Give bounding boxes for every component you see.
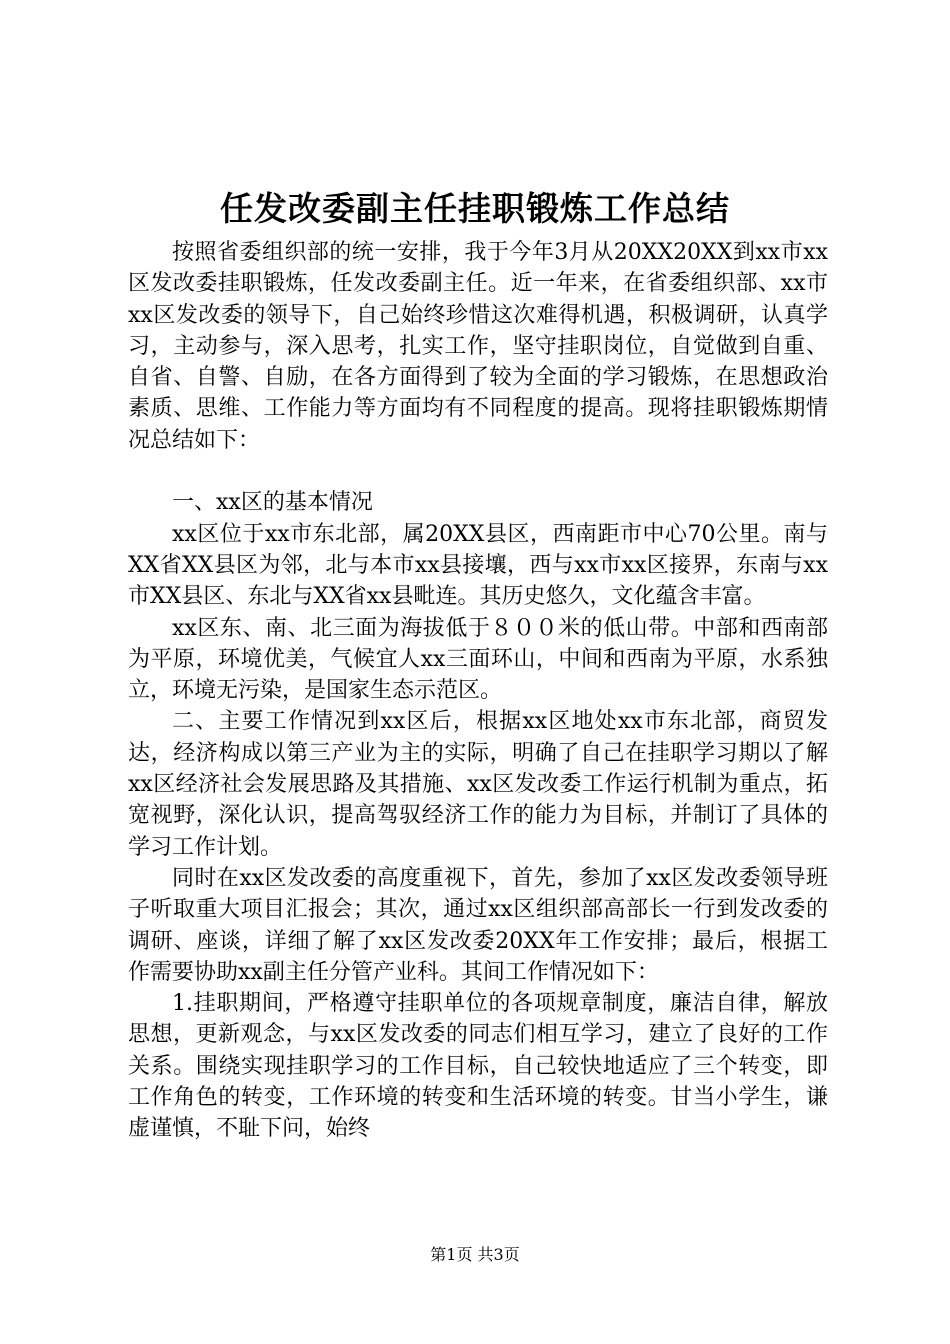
paragraph-main-work: 二、主要工作情况到xx区后，根据xx区地处xx市东北部，商贸发达，经济构成以第三产业为主的实际，明确了自己在挂职学习期以了解xx区经济社会发展思路及其措施、xx区发改委工作运行机制为重点，拓宽视野，深化认识，提高驾驭经济工作的能力为目标，并制订了具体的学习工作计划。 [128,709,828,860]
page-footer: 第1页 共3页 [430,1245,520,1264]
paragraph-location: xx区位于xx市东北部，属20XX县区，西南距市中心70公里。南与XX省XX县区为邻，北与本市xx县接壤，西与xx市xx区接界，东南与xx市XX县区、东北与XX省xx县毗连。其历史悠久，文化蕴含丰富。 [128,521,828,610]
paragraph-item-1: 1.挂职期间，严格遵守挂职单位的各项规章制度，廉洁自律，解放思想，更新观念，与xx区发改委的同志们相互学习，建立了良好的工作关系。围绕实现挂职学习的工作目标，自己较快地适应了三个转变，即工作角色的转变，工作环境的转变和生活环境的转变。甘当小学生，谦虚谨慎，不耻下问，始终 [128,991,828,1142]
document-title: 任发改委副主任挂职锻炼工作总结 [220,189,730,228]
paragraph-meetings: 同时在xx区发改委的高度重视下，首先，参加了xx区发改委领导班子听取重大项目汇报会；其次，通过xx区组织部高部长一行到发改委的调研、座谈，详细了解了xx区发改委20XX年工作安排；最后，根据工作需要协助xx副主任分管产业科。其间工作情况如下： [128,865,828,985]
paragraph-terrain: xx区东、南、北三面为海拔低于８００米的低山带。中部和西南部为平原，环境优美，气候宜人xx三面环山，中间和西南为平原，水系独立，环境无污染，是国家生态示范区。 [128,615,828,704]
section-heading-basic-situation: 一、xx区的基本情况 [172,490,373,516]
document-body [128,237,828,1145]
paragraph-intro: 按照省委组织部的统一安排，我于今年3月从20XX20XX到xx市xx区发改委挂职锻炼，任发改委副主任。近一年来，在省委组织部、xx市xx区发改委的领导下，自己始终珍惜这次难得机遇，积极调研，认真学习，主动参与，深入思考，扎实工作，坚守挂职岗位，自觉做到自重、自省、自警、自励，在各方面得到了较为全面的学习锻炼，在思想政治素质、思维、工作能力等方面均有不同程度的提高。现将挂职锻炼期情况总结如下： [128,240,828,453]
